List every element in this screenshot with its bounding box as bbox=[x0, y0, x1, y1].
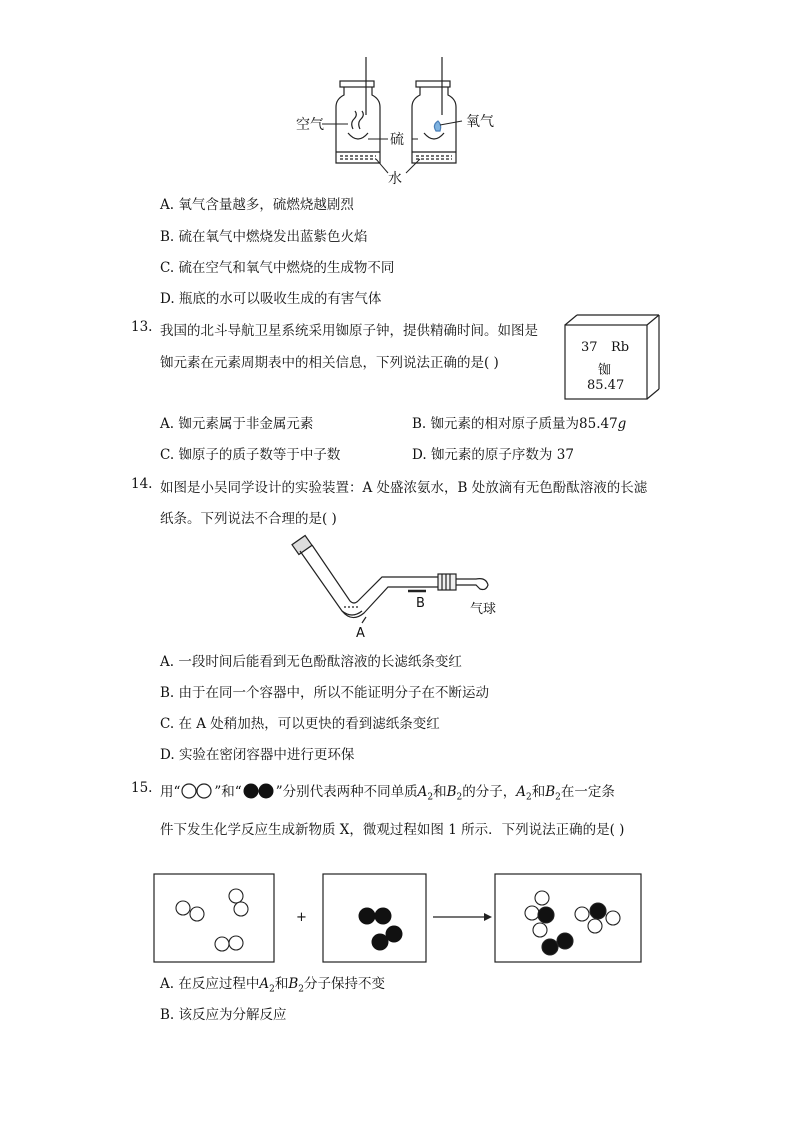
label-b: B bbox=[416, 596, 425, 611]
label-air: 空气 bbox=[296, 117, 324, 133]
q15-option-b[interactable]: B. 该反应为分解反应 bbox=[160, 1007, 287, 1023]
oxygen-bottle bbox=[412, 57, 456, 163]
q15-figure bbox=[150, 870, 650, 970]
q13-option-a[interactable]: A. 铷元素属于非金属元素 bbox=[160, 416, 314, 432]
q15-stem-line2: 件下发生化学反应生成新物质 X，微观过程如图 1 所示．下列说法正确的是( ) bbox=[160, 822, 625, 838]
element-symbol: Rb bbox=[611, 340, 630, 355]
q14-figure bbox=[290, 533, 510, 643]
label-oxygen: 氧气 bbox=[466, 114, 494, 130]
element-mass: 85.47 bbox=[587, 378, 625, 393]
q14-option-c[interactable]: C. 在 A 处稍加热，可以更快的看到滤纸条变红 bbox=[160, 716, 440, 732]
q15-option-a[interactable]: A. 在反应过程中$A_2$和$B_2$分子保持不变 bbox=[160, 976, 385, 995]
element-atomic-number: 37 bbox=[581, 340, 598, 355]
q14-option-d[interactable]: D. 实验在密闭容器中进行更环保 bbox=[160, 747, 355, 763]
q12-option-b[interactable]: B. 硫在氧气中燃烧发出蓝紫色火焰 bbox=[160, 229, 368, 245]
q14-stem-line1: 如图是小吴同学设计的实验装置：A 处盛浓氨水，B 处放滴有无色酚酞溶液的长滤 bbox=[160, 480, 648, 496]
q13-option-d[interactable]: D. 铷元素的原子序数为 37 bbox=[412, 447, 574, 463]
plus-sign: + bbox=[296, 910, 307, 925]
box-reactant-a2 bbox=[154, 874, 274, 962]
q13-option-c[interactable]: C. 铷原子的质子数等于中子数 bbox=[160, 447, 341, 463]
q13-option-b[interactable]: B. 铷元素的相对原子质量为85.47g bbox=[412, 416, 627, 432]
q12-option-c[interactable]: C. 硫在空气和氧气中燃烧的生成物不同 bbox=[160, 260, 395, 276]
q14-option-a[interactable]: A. 一段时间后能看到无色酚酞溶液的长滤纸条变红 bbox=[160, 654, 462, 670]
q12-figure bbox=[290, 55, 520, 190]
q12-option-d[interactable]: D. 瓶底的水可以吸收生成的有害气体 bbox=[160, 291, 382, 307]
element-name: 铷 bbox=[598, 363, 612, 378]
label-balloon: 气球 bbox=[470, 602, 497, 617]
q14-number: 14. bbox=[131, 476, 153, 492]
q15-number: 15. bbox=[131, 780, 153, 796]
label-sulfur: 硫 bbox=[390, 132, 404, 148]
white-molecule-icon bbox=[180, 783, 214, 799]
q15-stem-line1: 用“ ”和“ ”分别代表两种不同单质$A_2$和$B_2$的分子，$A_2$和$B_2$在一定条 bbox=[160, 784, 615, 803]
label-a: A bbox=[356, 626, 365, 641]
q12-option-a[interactable]: A. 氧气含量越多，硫燃烧越剧烈 bbox=[160, 197, 354, 213]
black-molecule-icon bbox=[242, 783, 276, 799]
label-water: 水 bbox=[388, 171, 402, 187]
q13-stem-line1: 我国的北斗导航卫星系统采用铷原子钟，提供精确时间。如图是 bbox=[160, 323, 538, 339]
q14-option-b[interactable]: B. 由于在同一个容器中，所以不能证明分子在不断运动 bbox=[160, 685, 490, 701]
air-bottle bbox=[336, 57, 380, 163]
q13-stem-line2: 铷元素在元素周期表中的相关信息，下列说法正确的是( ) bbox=[160, 355, 499, 371]
q13-number: 13. bbox=[131, 319, 153, 335]
q14-stem-line2: 纸条。下列说法不合理的是( ) bbox=[160, 511, 337, 527]
